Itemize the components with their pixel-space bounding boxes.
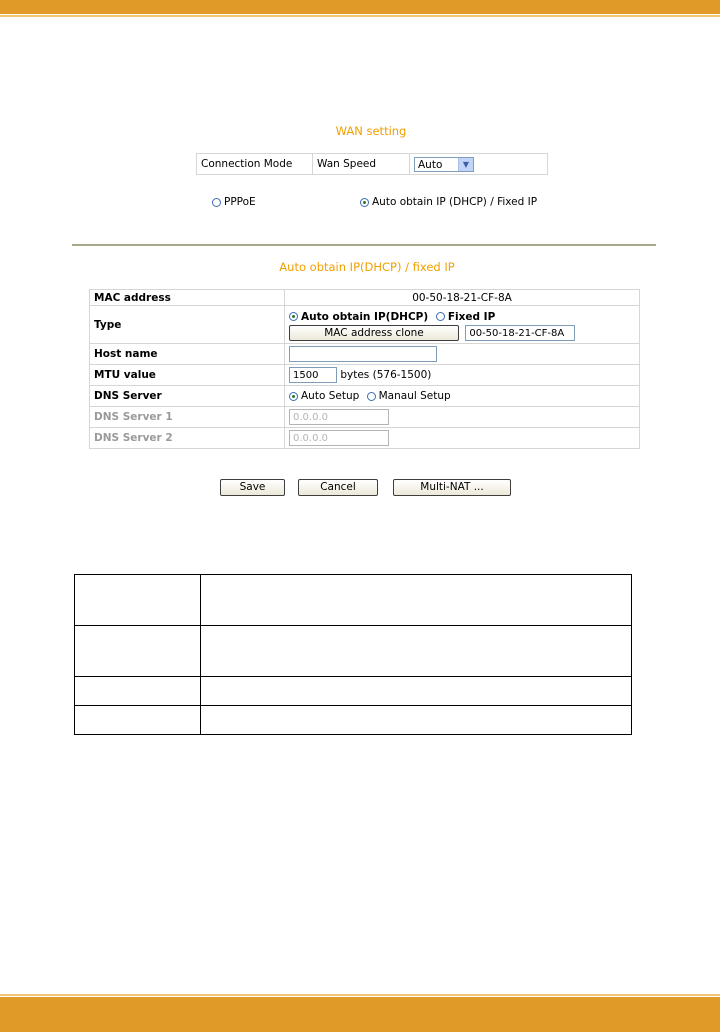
wan-speed-select[interactable]	[414, 157, 474, 172]
dns-manual-label: Manaul Setup	[378, 390, 451, 402]
wan-speed-value: Auto	[418, 158, 443, 171]
host-name-label: Host name	[90, 344, 285, 365]
section-divider	[72, 244, 656, 246]
desc-cell	[201, 575, 632, 626]
type-label: Type	[90, 306, 285, 344]
desc-cell	[75, 626, 201, 677]
desc-cell	[75, 706, 201, 735]
dns-server-cell	[285, 386, 640, 407]
desc-cell	[75, 677, 201, 706]
ip-settings-table	[89, 289, 640, 449]
dns-server-2-label: DNS Server 2	[90, 428, 285, 449]
mac-clone-row	[289, 325, 635, 341]
dhcp-label: Auto obtain IP (DHCP) / Fixed IP	[372, 196, 538, 208]
mac-clone-input[interactable]: 00-50-18-21-CF-8A	[465, 325, 575, 341]
pppoe-radio[interactable]	[212, 198, 221, 207]
description-table	[74, 574, 632, 735]
auto-obtain-label: Auto obtain IP(DHCP)	[301, 310, 429, 323]
save-button[interactable]: Save	[220, 479, 285, 496]
type-options	[289, 310, 635, 324]
mtu-hint: bytes (576-1500)	[340, 369, 432, 381]
dns-server-2-input[interactable]: 0.0.0.0	[289, 430, 389, 446]
mtu-input[interactable]: 1500	[289, 367, 337, 383]
dns-server-1-cell	[285, 407, 640, 428]
pppoe-label: PPPoE	[224, 196, 256, 208]
wan-speed-label: Wan Speed	[313, 154, 410, 175]
dns-manual-radio[interactable]	[367, 392, 376, 401]
dns-auto-radio[interactable]	[289, 392, 298, 401]
header-band	[0, 0, 720, 14]
host-name-cell	[285, 344, 640, 365]
connection-mode-table	[196, 153, 548, 175]
mode-dhcp[interactable]	[360, 196, 537, 208]
mac-address-label: MAC address	[90, 290, 285, 306]
fixed-ip-radio[interactable]	[436, 312, 445, 321]
dns-server-2-cell	[285, 428, 640, 449]
header-band-line	[0, 15, 720, 17]
footer-band	[0, 997, 720, 1032]
dns-server-label: DNS Server	[90, 386, 285, 407]
fixed-ip-label: Fixed IP	[447, 310, 496, 323]
connection-mode-label: Connection Mode	[197, 154, 313, 175]
mode-pppoe[interactable]	[212, 196, 256, 208]
dns-server-1-label: DNS Server 1	[90, 407, 285, 428]
multi-nat-button[interactable]: Multi-NAT ...	[393, 479, 511, 496]
wan-speed-cell	[410, 154, 548, 175]
footer-band-line	[0, 994, 720, 996]
desc-cell	[75, 575, 201, 626]
desc-cell	[201, 626, 632, 677]
mac-clone-button[interactable]: MAC address clone	[289, 325, 459, 341]
type-cell	[285, 306, 640, 344]
cancel-button[interactable]: Cancel	[298, 479, 378, 496]
mac-address-value: 00-50-18-21-CF-8A	[285, 290, 640, 306]
wan-setting-title: WAN setting	[335, 124, 407, 138]
dns-auto-label: Auto Setup	[301, 390, 360, 402]
chevron-down-icon: ▼	[458, 158, 473, 171]
mtu-label: MTU value	[90, 365, 285, 386]
host-name-input[interactable]	[289, 346, 437, 362]
mtu-cell	[285, 365, 640, 386]
dns-server-1-input[interactable]: 0.0.0.0	[289, 409, 389, 425]
desc-cell	[201, 706, 632, 735]
dhcp-radio[interactable]	[360, 198, 369, 207]
ip-section-title: Auto obtain IP(DHCP) / fixed IP	[279, 260, 455, 274]
desc-cell	[201, 677, 632, 706]
auto-obtain-radio[interactable]	[289, 312, 298, 321]
